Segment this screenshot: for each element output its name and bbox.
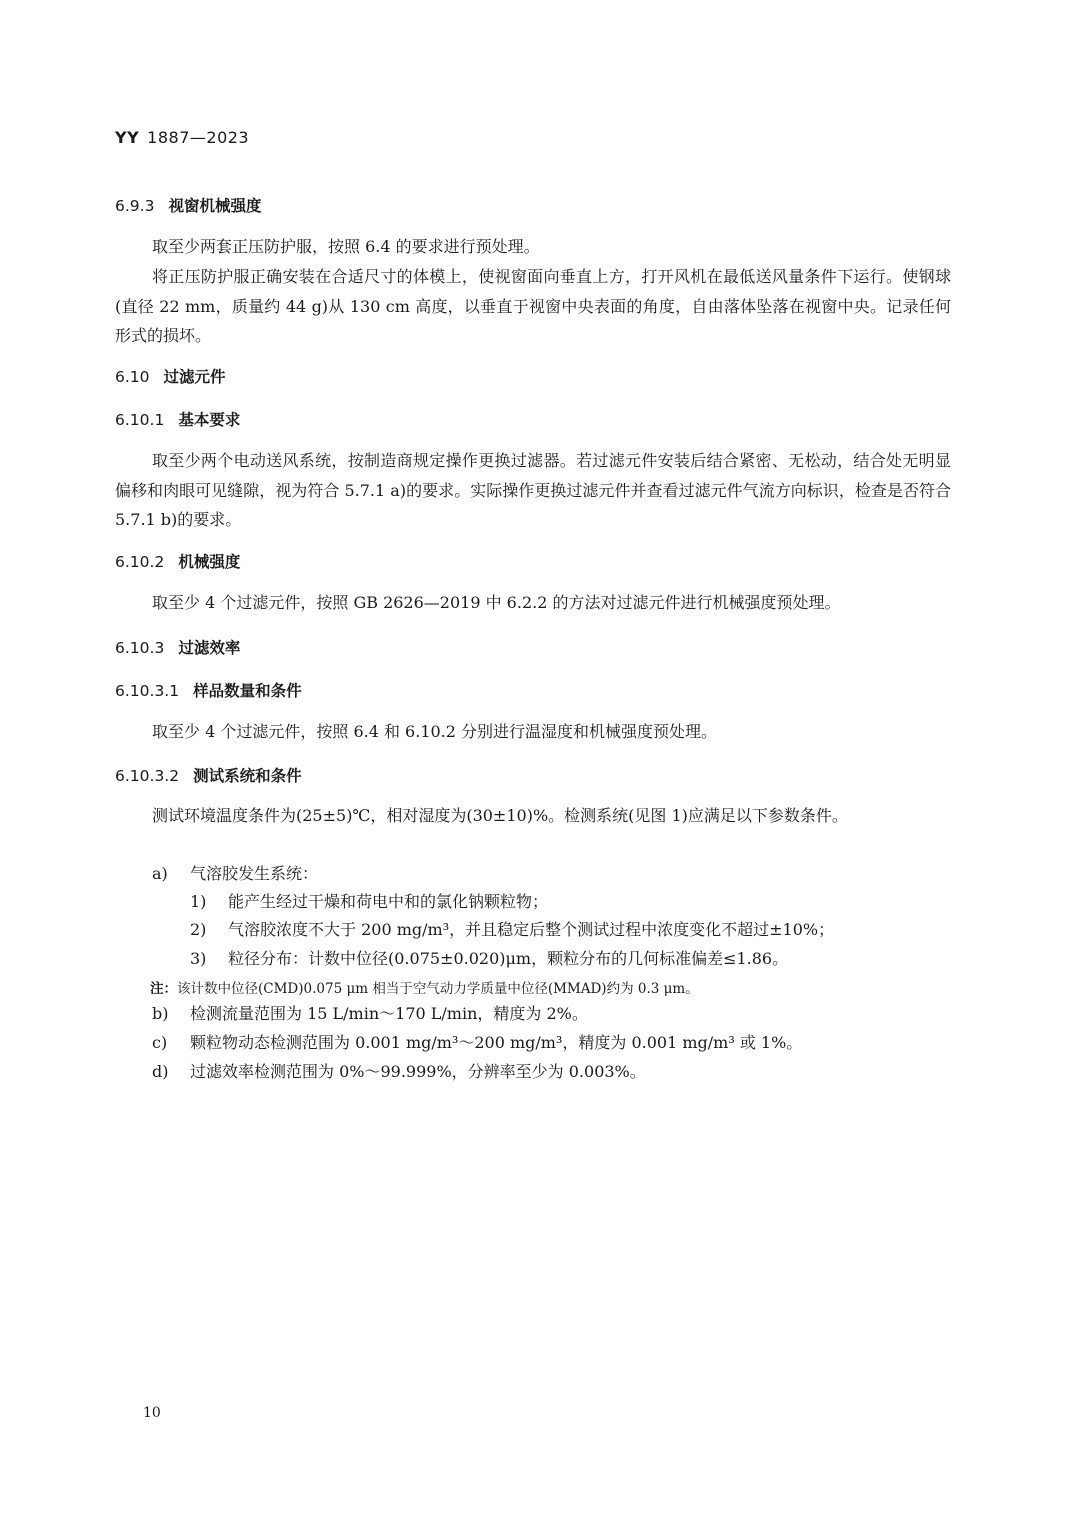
section-heading-6-10 <box>115 365 226 387</box>
section-heading-6-9-3 <box>115 194 261 216</box>
list-item-b <box>152 1002 588 1026</box>
list-marker: b) <box>152 1004 169 1023</box>
list-text: 检测流量范围为 15 L/min～170 L/min，精度为 2%。 <box>190 1004 588 1023</box>
section-heading-6-10-3-1 <box>115 679 302 701</box>
section-number: 6.10.3 <box>115 639 165 657</box>
section-title: 过滤元件 <box>163 368 226 386</box>
section-number: 6.10.3.1 <box>115 682 180 700</box>
section-number: 6.10.2 <box>115 553 165 571</box>
list-text: 过滤效率检测范围为 0%～99.999%，分辨率至少为 0.003%。 <box>190 1062 646 1081</box>
section-heading-6-10-1 <box>115 408 240 430</box>
section-heading-6-10-2 <box>115 550 240 572</box>
section-number: 6.10.3.2 <box>115 767 180 785</box>
section-number: 6.10.1 <box>115 411 165 429</box>
list-text: 粒径分布：计数中位径(0.075±0.020)μm，颗粒分布的几何标准偏差≤1.86。 <box>228 949 789 968</box>
paragraph: 取至少两套正压防护服，按照 6.4 的要求进行预处理。 <box>152 237 540 256</box>
paragraph: 取至少两个电动送风系统，按制造商规定操作更换过滤器。若过滤元件安装后结合紧密、无松动，结合处无明显偏移和肉眼可见缝隙，视为符合 5.7.1 a)的要求。实际操作更换过滤元件并查看过滤元件气流方向标识，检查是否符合 5.7.1 b)的要求。 <box>115 451 951 529</box>
paragraph: 取至少 4 个过滤元件，按照 6.4 和 6.10.2 分别进行温湿度和机械强度预处理。 <box>152 722 718 741</box>
list-item-a3 <box>190 947 788 971</box>
section-title: 视窗机械强度 <box>168 197 262 215</box>
section-heading-6-10-3 <box>115 636 240 658</box>
list-item-c <box>152 1031 802 1055</box>
note <box>150 977 699 997</box>
list-item-a1 <box>190 890 548 914</box>
section-title: 过滤效率 <box>178 639 241 657</box>
section-title: 机械强度 <box>178 553 241 571</box>
list-item-a2 <box>190 918 834 942</box>
paragraph: 将正压防护服正确安装在合适尺寸的体模上，使视窗面向垂直上方，打开风机在最低送风量条件下运行。使钢球(直径 22 mm，质量约 44 g)从 130 cm 高度，以垂直于视窗中央表面的角度，自由落体坠落在视窗中央。记录任何形式的损坏。 <box>115 267 951 345</box>
standard-header <box>115 128 249 147</box>
standard-number: 1887—2023 <box>147 128 250 147</box>
list-text: 能产生经过干燥和荷电中和的氯化钠颗粒物； <box>228 892 549 911</box>
list-item-d <box>152 1060 646 1084</box>
note-text: 该计数中位径(CMD)0.075 μm 相当于空气动力学质量中位径(MMAD)约为 0.3 μm。 <box>177 981 699 997</box>
section-heading-6-10-3-2 <box>115 764 302 786</box>
paragraph: 测试环境温度条件为(25±5)℃，相对湿度为(30±10)%。检测系统(见图 1)应满足以下参数条件。 <box>152 806 848 825</box>
list-item-a <box>152 862 318 886</box>
list-text: 气溶胶浓度不大于 200 mg/m³，并且稳定后整个测试过程中浓度变化不超过±10%； <box>228 920 835 939</box>
standard-code: YY <box>115 128 140 147</box>
list-marker: a) <box>152 864 168 883</box>
list-marker: d) <box>152 1062 169 1081</box>
section-title: 测试系统和条件 <box>193 767 302 785</box>
list-marker: 3) <box>190 949 207 968</box>
list-marker: 2) <box>190 920 207 939</box>
section-title: 样品数量和条件 <box>193 682 302 700</box>
list-text: 气溶胶发生系统： <box>190 864 319 883</box>
section-title: 基本要求 <box>178 411 241 429</box>
list-marker: c) <box>152 1033 168 1052</box>
list-text: 颗粒物动态检测范围为 0.001 mg/m³～200 mg/m³，精度为 0.001 mg/m³ 或 1%。 <box>190 1033 803 1052</box>
paragraph: 取至少 4 个过滤元件，按照 GB 2626—2019 中 6.2.2 的方法对过滤元件进行机械强度预处理。 <box>152 593 841 612</box>
section-number: 6.9.3 <box>115 197 155 215</box>
note-label: 注： <box>150 981 177 997</box>
page-number: 10 <box>143 1405 161 1421</box>
list-marker: 1) <box>190 892 207 911</box>
section-number: 6.10 <box>115 368 150 386</box>
